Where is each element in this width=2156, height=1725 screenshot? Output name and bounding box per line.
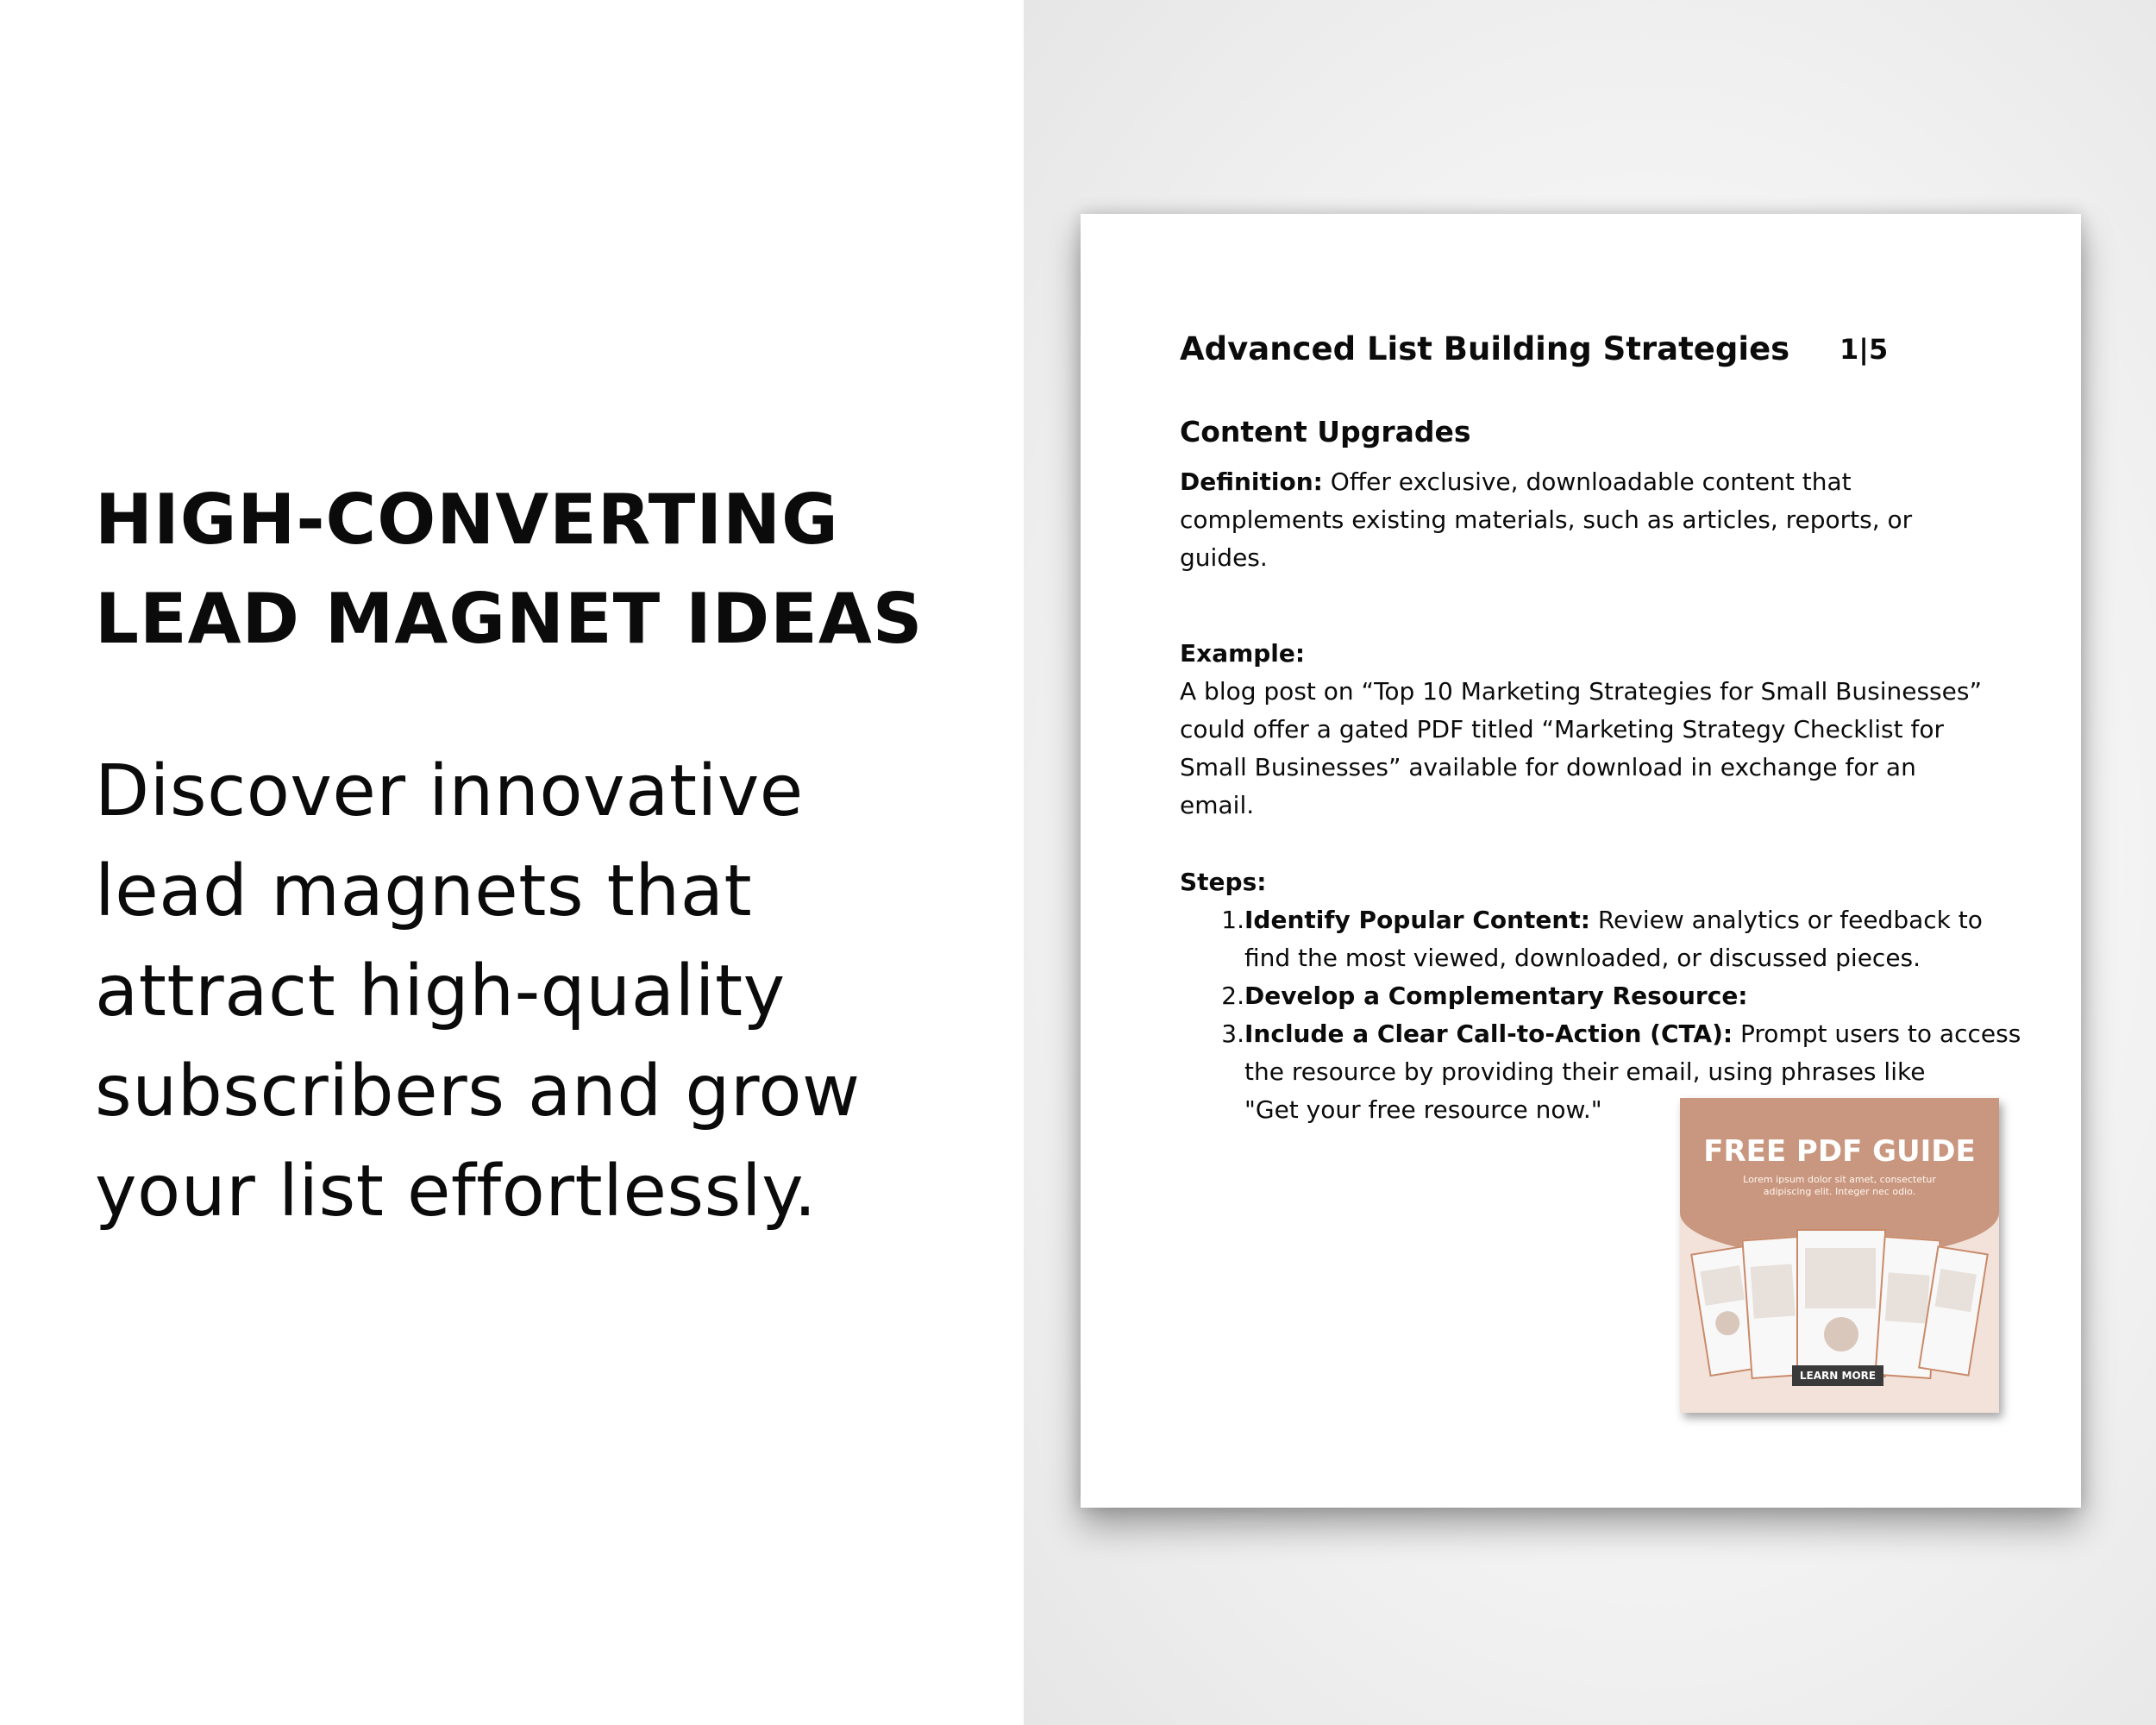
hero-headline-line: LEAD MAGNET IDEAS <box>95 579 924 659</box>
hero-tagline-line: attract high-quality <box>95 950 786 1032</box>
page-number: 1|5 <box>1839 333 1889 366</box>
thumbnail-title: FREE PDF GUIDE <box>1703 1134 1976 1169</box>
step-line: "Get your free resource now." <box>1244 1095 1602 1124</box>
pdf-guide-thumbnail <box>1680 1098 1999 1413</box>
hero-tagline-line: lead magnets that <box>95 850 753 932</box>
definition-line <box>1180 463 2008 501</box>
step-title: Include a Clear Call-to-Action (CTA): <box>1244 1019 1733 1048</box>
definition-text: Offer exclusive, downloadable content that <box>1322 467 1852 496</box>
step-text: Review analytics or feedback to <box>1589 906 1983 934</box>
step-line <box>1203 901 2031 939</box>
hero-tagline-line: Discover innovative <box>95 750 804 832</box>
step-text: Prompt users to access <box>1733 1019 2021 1048</box>
example-line: email. <box>1180 791 1255 819</box>
step-number: 1. <box>1221 906 1244 934</box>
document-title: Advanced List Building Strategies <box>1180 330 1790 367</box>
hero-tagline-line: subscribers and grow <box>95 1051 861 1132</box>
hero-panel <box>0 0 1024 1725</box>
learn-more-button[interactable]: LEARN MORE <box>1792 1365 1883 1386</box>
example-label: Example: <box>1180 639 1306 668</box>
thumbnail-page-fan <box>1693 1219 1986 1378</box>
example-paragraph <box>1180 673 2008 825</box>
hero-tagline-line: your list effortlessly. <box>95 1151 818 1233</box>
steps-label: Steps: <box>1180 868 1267 896</box>
mini-page-image <box>1796 1229 1886 1377</box>
document-page <box>1081 214 2081 1508</box>
step-item <box>1203 901 2031 977</box>
step-number: 2. <box>1221 982 1244 1010</box>
step-line: the resource by providing their email, using phrases like <box>1244 1057 1926 1086</box>
thumbnail-subtitle: Lorem ipsum dolor sit amet, consectetur adipiscing elit. Integer nec odio. <box>1743 1174 1936 1197</box>
step-number: 3. <box>1221 1019 1244 1048</box>
hero-tagline <box>95 742 957 1242</box>
step-line <box>1203 1015 2031 1053</box>
steps-list <box>1203 901 2031 1129</box>
definition-line: guides. <box>1180 543 1268 572</box>
section-title: Content Upgrades <box>1180 415 1471 448</box>
example-line: A blog post on “Top 10 Marketing Strategies for Small Businesses” <box>1180 677 1982 706</box>
example-line: could offer a gated PDF titled “Marketing Strategy Checklist for <box>1180 715 1945 743</box>
definition-paragraph <box>1180 463 2008 577</box>
definition-label: Definition: <box>1180 467 1323 496</box>
example-line: Small Businesses” available for download in exchange for an <box>1180 753 1916 781</box>
hero-headline-line: HIGH-CONVERTING <box>95 480 839 560</box>
definition-line: complements existing materials, such as articles, reports, or <box>1180 505 1913 534</box>
step-line <box>1203 977 2031 1015</box>
step-item <box>1203 977 2031 1015</box>
step-title: Identify Popular Content: <box>1244 906 1590 934</box>
step-line: find the most viewed, downloaded, or discussed pieces. <box>1244 944 1921 972</box>
step-title: Develop a Complementary Resource: <box>1244 982 1748 1010</box>
hero-headline <box>95 470 1009 668</box>
